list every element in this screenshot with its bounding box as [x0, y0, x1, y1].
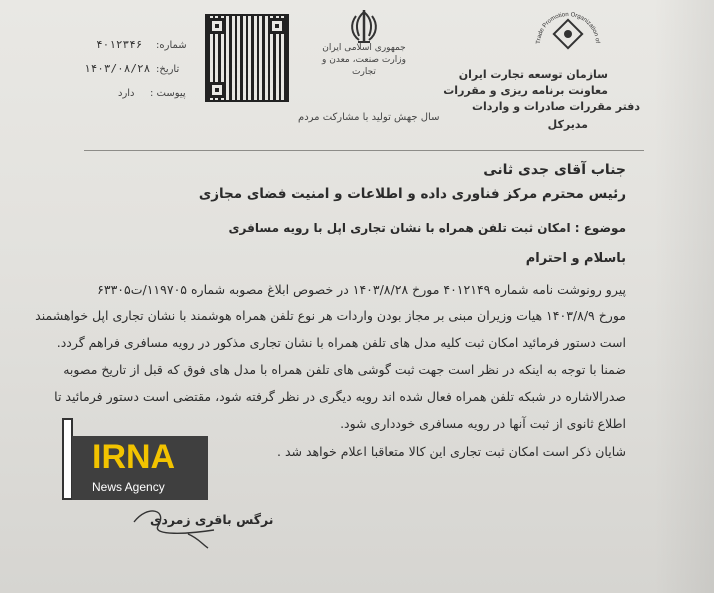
recipient: جناب آقای جدی ثانی	[483, 162, 626, 178]
ministry-name	[318, 42, 410, 78]
date-label: تاریخ:	[156, 64, 180, 75]
slogan: سال جهش تولید با مشارکت مردم	[298, 112, 440, 123]
irna-subtitle: News Agency	[92, 480, 165, 494]
attachment-value: دارد	[118, 88, 135, 99]
greeting: باسلام و احترام	[525, 251, 626, 266]
header-divider	[84, 150, 644, 151]
date-value: ۱۴۰۳/۰۸/۲۸	[84, 62, 151, 75]
iran-emblem-icon	[347, 8, 381, 46]
qr-code	[205, 14, 289, 102]
svg-text:Trade Promotion Organization o	[532, 4, 600, 44]
handwritten-signature	[128, 500, 268, 550]
ministry-line-1: جمهوری اسلامی ایران	[322, 43, 406, 53]
number-value: ۴۰۱۲۳۴۶	[96, 38, 143, 51]
qr-finder-bottom-left	[209, 82, 225, 98]
body-line-1: پیرو رونوشت نامه شماره ۴۰۱۲۱۴۹ مورخ ۱۴۰۳/۸/۲۸ در خصوص ابلاغ مصوبه شماره ۱۱۹۷۰۵/ت۶۳۳۰۵	[97, 282, 626, 297]
body-line-7: شایان ذکر است امکان ثبت تجاری این کالا متعاقبا اعلام خواهد شد .	[277, 444, 626, 459]
signatory-name: نرگس باقری زمردی	[150, 512, 274, 527]
org-line-2: معاونت برنامه ریزی و مقررات	[443, 84, 608, 97]
irna-logo-text: IRNA	[92, 438, 176, 476]
tpo-logo-text: Trade Promotion Organization of	[535, 11, 600, 45]
body-line-2: مورخ ۱۴۰۳/۸/۹ هیات وزیران مبنی بر مجاز بودن واردات هر نوع تلفن همراه هوشمند با نشان تجاری اپل خواهشمند	[35, 308, 626, 323]
body-line-5: صدرالاشاره در شبکه تلفن همراه فعال شده اند رویه دیگری در نظر گرفته شود، مقتضی است دستور فرمائید تا	[54, 389, 626, 404]
tpo-logo-icon	[532, 4, 604, 64]
irna-watermark	[62, 418, 208, 500]
subject: موضوع : امکان ثبت تلفن همراه با نشان تجاری اپل با رویه مسافری	[228, 221, 626, 235]
ministry-line-2: وزارت صنعت، معدن و تجارت	[322, 55, 406, 77]
org-line-3: دفتر مقررات صادرات و واردات	[471, 100, 640, 113]
body-line-4: ضمنا با توجه به اینکه در نظر است جهت ثبت گوشی های تلفن همراه با مدل های فوق که قبل از تاریخ مصوبه	[63, 362, 626, 377]
org-line-4: مدیرکل	[547, 118, 588, 131]
body-line-3: است دستور فرمائید امکان ثبت کلیه مدل های تلفن همراه با نشان تجاری مذکور در رویه مسافری فراهم گردد.	[56, 335, 626, 350]
number-label: شماره:	[156, 40, 187, 51]
body-line-6: اطلاع ثانوی از ثبت آنها در رویه مسافری خودداری شود.	[340, 416, 626, 431]
page-shadow	[654, 0, 714, 593]
org-line-1: سازمان توسعه تجارت ایران	[458, 68, 608, 81]
qr-finder-top-left	[209, 18, 225, 34]
recipient-title: رئیس محترم مرکز فناوری داده و اطلاعات و امنیت فضای مجازی	[198, 186, 626, 202]
qr-finder-top-right	[269, 18, 285, 34]
attachment-label: پیوست :	[150, 88, 186, 99]
